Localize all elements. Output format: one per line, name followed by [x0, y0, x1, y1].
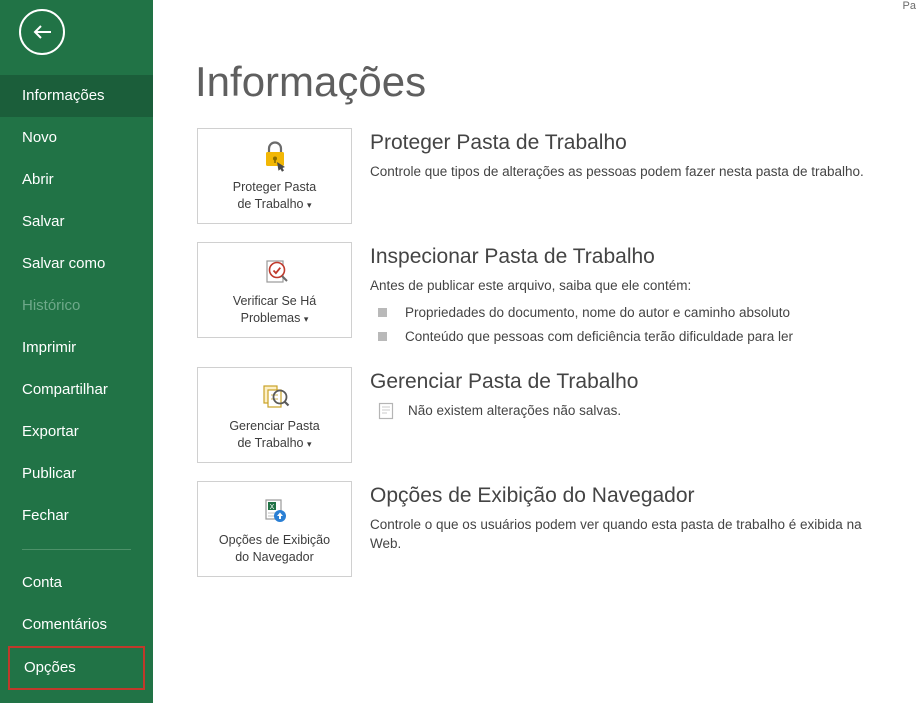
- sidebar-item-opcoes[interactable]: [8, 646, 145, 690]
- sidebar-item-label: Salvar: [22, 213, 65, 230]
- section-gerenciar: [197, 349, 918, 463]
- list-item: [370, 301, 793, 325]
- backstage-sidebar: [0, 0, 153, 703]
- lock-shield-icon: [255, 137, 295, 179]
- chevron-down-icon: ▾: [306, 439, 312, 449]
- chevron-down-icon: ▾: [303, 314, 309, 324]
- backstage-main: [153, 0, 918, 703]
- section-body: [352, 481, 882, 577]
- chevron-down-icon: ▾: [306, 200, 312, 210]
- sidebar-item-label: Exportar: [22, 423, 79, 440]
- sidebar-item-label: Conta: [22, 574, 63, 591]
- tile-label: [227, 179, 322, 214]
- backstage-nav: [0, 75, 153, 690]
- bullet-square-icon: [378, 308, 387, 317]
- document-info-icon: [378, 402, 396, 425]
- sidebar-item-comentarios[interactable]: [0, 604, 153, 646]
- tile-label: [227, 293, 322, 328]
- documents-search-icon: [255, 376, 295, 418]
- tile-label-line1: Opções de Exibição: [218, 533, 331, 547]
- unsaved-changes-status: [370, 401, 639, 425]
- opcoes-de-exibicao-do-navegador-button[interactable]: [197, 481, 352, 577]
- sidebar-item-publicar[interactable]: [0, 453, 153, 495]
- tile-label-line1: Proteger Pasta: [232, 180, 317, 194]
- svg-text:X: X: [269, 504, 274, 511]
- section-body: [352, 367, 639, 463]
- status-text: Não existem alterações não salvas.: [408, 403, 622, 418]
- section-heading: Gerenciar Pasta de Trabalho: [370, 370, 639, 393]
- sidebar-divider: [22, 549, 131, 550]
- section-description: Controle o que os usuários podem ver quando esta pasta de trabalho é exibida na Web.: [370, 517, 862, 551]
- sidebar-item-label: Histórico: [22, 297, 81, 314]
- gerenciar-pasta-de-trabalho-button[interactable]: [197, 367, 352, 463]
- sidebar-item-salvar[interactable]: [0, 201, 153, 243]
- sidebar-item-conta[interactable]: [0, 562, 153, 604]
- proteger-pasta-de-trabalho-button[interactable]: [197, 128, 352, 224]
- section-description: Antes de publicar este arquivo, saiba que ele contém:: [370, 278, 692, 293]
- sidebar-item-informacoes[interactable]: [0, 75, 153, 117]
- tile-label-line1: Verificar Se Há: [232, 294, 317, 308]
- tile-label-line2: de Trabalho: [237, 197, 304, 211]
- sidebar-item-label: Comentários: [22, 616, 108, 633]
- back-arrow-icon[interactable]: [19, 9, 65, 55]
- tile-label: [223, 418, 325, 453]
- list-item-label: Conteúdo que pessoas com deficiência terão dificuldade para ler: [405, 329, 793, 344]
- sidebar-item-salvar-como[interactable]: [0, 243, 153, 285]
- tile-label-line2: do Navegador: [235, 550, 314, 564]
- tile-label: [213, 532, 336, 566]
- window-corner-text: Pa: [902, 0, 916, 12]
- section-inspecionar: [197, 224, 918, 349]
- list-item-label: Propriedades do documento, nome do autor e caminho absoluto: [405, 305, 791, 320]
- verificar-se-ha-problemas-button[interactable]: [197, 242, 352, 338]
- section-description: Controle que tipos de alterações as pessoas podem fazer nesta pasta de trabalho.: [370, 164, 864, 179]
- sidebar-item-novo[interactable]: [0, 117, 153, 159]
- section-proteger: [197, 106, 918, 224]
- sidebar-item-label: Imprimir: [22, 339, 77, 356]
- sidebar-item-abrir[interactable]: [0, 159, 153, 201]
- sidebar-item-fechar[interactable]: [0, 495, 153, 537]
- section-body: [352, 128, 864, 224]
- sidebar-item-label: Fechar: [22, 507, 69, 524]
- sidebar-item-label: Informações: [22, 87, 105, 104]
- section-heading: Proteger Pasta de Trabalho: [370, 131, 627, 154]
- sidebar-item-label: Publicar: [22, 465, 77, 482]
- inspect-findings-list: [370, 301, 793, 349]
- section-opcoes-exibicao: [197, 463, 918, 577]
- tile-label-line2: Problemas: [240, 311, 301, 325]
- tile-label-line1: Gerenciar Pasta: [229, 419, 320, 433]
- sidebar-item-label: Novo: [22, 129, 58, 146]
- page-title: Informações: [195, 58, 427, 105]
- sidebar-item-label: Abrir: [22, 171, 54, 188]
- tile-label-line2: de Trabalho: [237, 436, 304, 450]
- sidebar-item-label: Opções: [24, 659, 76, 676]
- sidebar-item-historico: [0, 285, 153, 327]
- section-heading: Inspecionar Pasta de Trabalho: [370, 245, 655, 268]
- browser-view-options-icon: [255, 490, 295, 532]
- document-check-icon: [255, 251, 295, 293]
- list-item: [370, 325, 793, 349]
- section-body: [352, 242, 793, 349]
- sidebar-item-label: Compartilhar: [22, 381, 108, 398]
- sidebar-item-compartilhar[interactable]: [0, 369, 153, 411]
- sidebar-item-label: Salvar como: [22, 255, 106, 272]
- sidebar-item-exportar[interactable]: [0, 411, 153, 453]
- sidebar-item-imprimir[interactable]: [0, 327, 153, 369]
- bullet-square-icon: [378, 332, 387, 341]
- section-heading: Opções de Exibição do Navegador: [370, 484, 695, 507]
